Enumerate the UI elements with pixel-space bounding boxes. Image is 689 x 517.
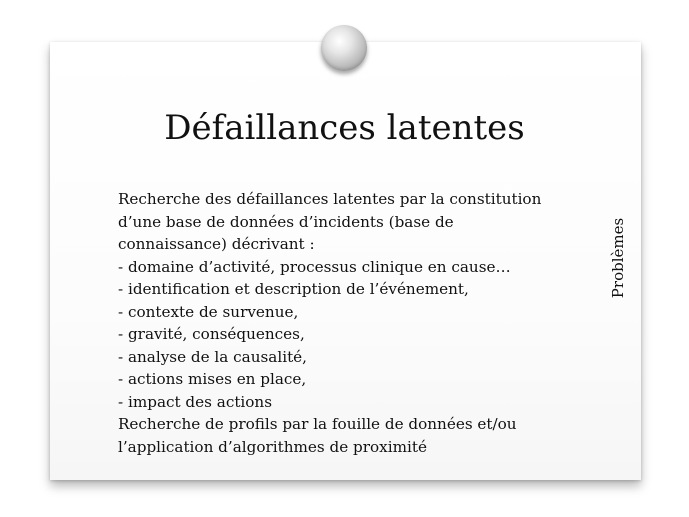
pushpin-icon: [321, 25, 367, 71]
slide-title: Défaillances latentes: [164, 108, 525, 148]
body-line: l’application d’algorithmes de proximité: [118, 437, 427, 456]
body-line: - actions mises en place,: [118, 370, 307, 388]
body-line: - analyse de la causalité,: [118, 347, 307, 366]
body-line: - contexte de survenue,: [118, 302, 299, 321]
body-line: Recherche des défaillances latentes par la constitution: [118, 190, 542, 208]
body-line: - identification et description de l’événement,: [118, 280, 469, 298]
body-line: - impact des actions: [118, 392, 273, 411]
slide-body: [118, 188, 588, 458]
side-section-label: Problèmes: [609, 217, 627, 299]
body-line: - domaine d’activité, processus clinique en cause…: [118, 257, 511, 276]
body-line: - gravité, conséquences,: [118, 325, 305, 343]
body-line: d’une base de données d’incidents (base de: [118, 212, 454, 231]
body-line: connaissance) décrivant :: [118, 235, 315, 253]
body-line: Recherche de profils par la fouille de données et/ou: [118, 415, 517, 433]
